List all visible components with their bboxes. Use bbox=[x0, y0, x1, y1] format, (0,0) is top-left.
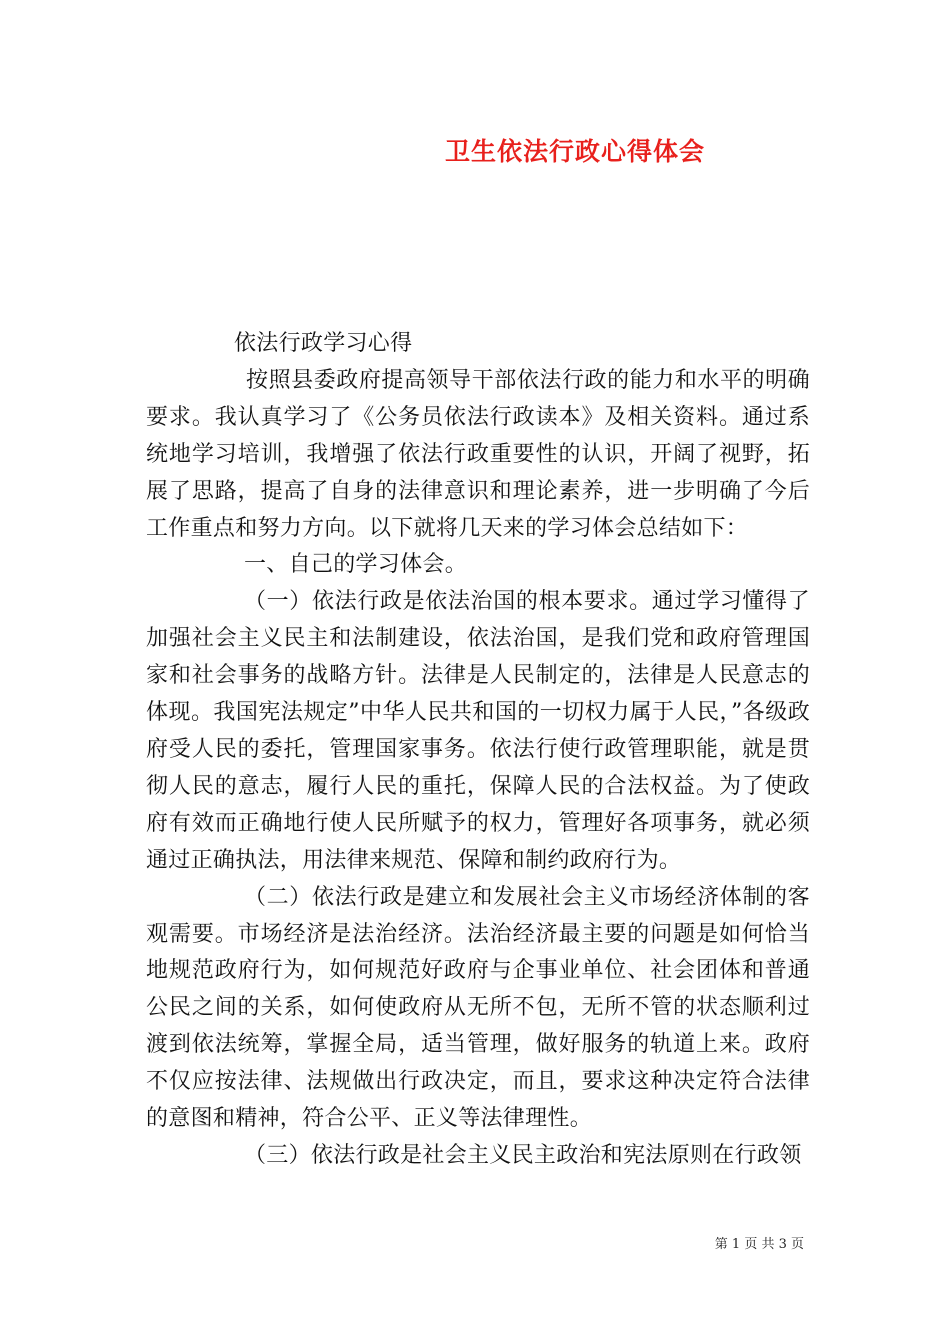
document-title: 卫生依法行政心得体会 bbox=[444, 137, 705, 166]
section-heading: 一、自己的学习体会。 bbox=[244, 552, 468, 578]
paragraph-point-3: （三）依法行政是社会主义民主政治和宪法原则在行政领 bbox=[244, 1142, 802, 1168]
paragraph-point-2: （二）依法行政是建立和发展社会主义市场经济体制的客观需要。市场经济是法治经济。法治经济最主要的问题是如何恰当地规范政府行为，如何规范好政府与企事业单位、社会团体和普通公民之间的关系，如何使政府从无所不包，无所不管的状态顺利过渡到依法统筹，掌握全局，适当管理，做好服务的轨道上来。政府不仅应按法律、法规做出行政决定，而且，要求这种决定符合法律的意图和精神，符合公平、正义等法律理性。 bbox=[146, 884, 810, 1132]
page-number-footer: 第 1 页 共 3 页 bbox=[714, 1237, 804, 1252]
paragraph-intro: 按照县委政府提高领导干部依法行政的能力和水平的明确要求。我认真学习了《公务员依法行政读本》及相关资料。通过系统地学习培训，我增强了依法行政重要性的认识，开阔了视野，拓展了思路，提高了自身的法律意识和理论素养，进一步明确了今后工作重点和努力方向。以下就将几天来的学习体会总结如下： bbox=[146, 367, 810, 541]
document-body bbox=[146, 326, 810, 1175]
paragraph-point-1: （一）依法行政是依法治国的根本要求。通过学习懂得了加强社会主义民主和法制建设，依法治国，是我们党和政府管理国家和社会事务的战略方针。法律是人民制定的，法律是人民意志的体现。我国宪法规定”中华人民共和国的一切权力属于人民，”各级政府受人民的委托，管理国家事务。依法行使行政管理职能，就是贯彻人民的意志，履行人民的重托，保障人民的合法权益。为了使政府有效而正确地行使人民所赋予的权力，管理好各项事务，就必须通过正确执法，用法律来规范、保障和制约政府行为。 bbox=[146, 589, 810, 873]
document-subtitle: 依法行政学习心得 bbox=[234, 331, 413, 356]
